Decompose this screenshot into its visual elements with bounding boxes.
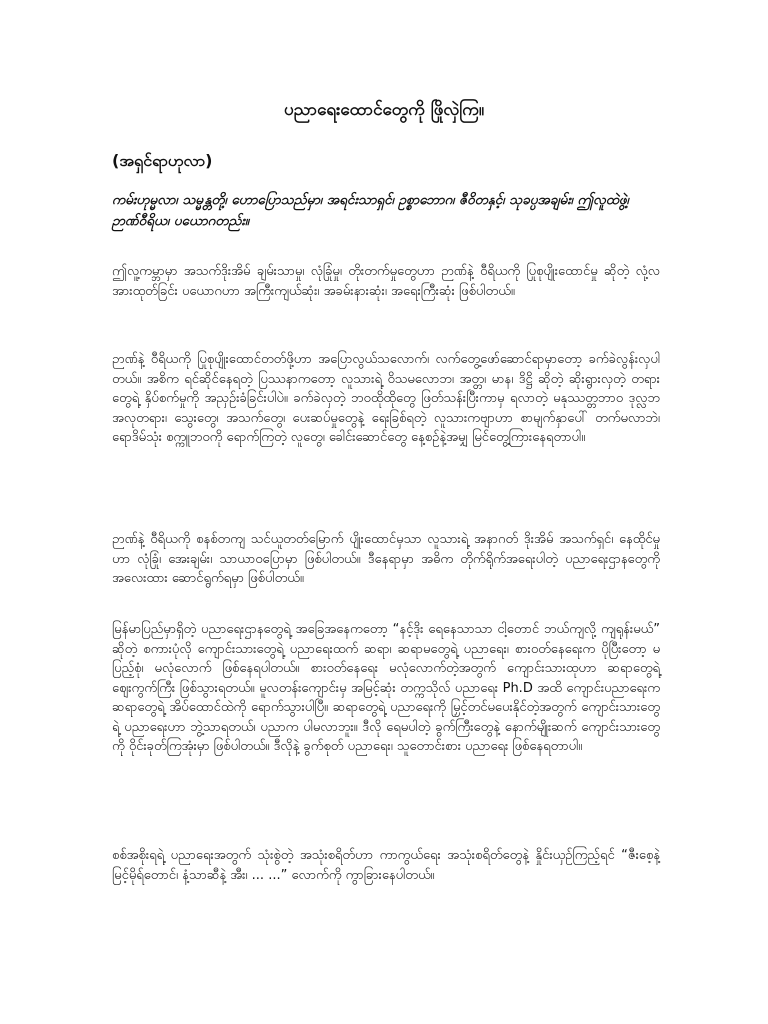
credits-verse: ကမ်းဟုမ္မလာ၊ သမ္မန္တတို့၊ ဟောပြောသည်မှာ၊ အရင်းသာရှင်၊ ဥစ္စာဘောဂ၊ ဇီဝိတနှင့်၊ သုခပ္ပအချမ်း၊ ဤလူထဲဖွဲ့၊ ဉာဏ်ဝီရိယ၊ ပယောဂတည်း။ — [112, 192, 629, 229]
paragraph-4: မြန်မာပြည်မှာရှိတဲ့ ပညာရေးဌာနတွေရဲ့ အခြေအနေကတော့ “နင့်ဒိုး ရေနေသာသာ ငါ့တောင် ဘယ်ကျလို့ ကျရုန်းမယ်” ဆိုတဲ့ စကားပုံလို ကျောင်းသားတွေရဲ့ ပညာရေးထက် ဆရာ၊ ဆရာမတွေရဲ့ ပညာရေး၊ စားဝတ်နေရေးက ပိုပြီးတော့ မပြည့်စုံ၊ မလုံလောက် ဖြစ်နေရပါတယ်။ စားဝတ်နေရေး မလုံလောက်တဲ့အတွက် ကျောင်းသားထုဟာ ဆရာတွေရဲ့ ဈေးကွက်ကြီး ဖြစ်သွားရတယ်။ မူလတန်းကျောင်းမှ အမြင့်ဆုံး တက္ကသိုလ် ပညာရေး Ph.D အထိ ကျောင်းပညာရေးက ဆရာတွေရဲ့ အိပ်ထောင်ထဲကို ရောက်သွားပါပြီ။ ဆရာတွေရဲ့ ပညာရေးကို မြှင့်တင်မပေးနိုင်တဲ့အတွက် ကျောင်းသားတွေရဲ့ ပညာရေးဟာ ဘွဲ့သာရတယ်၊ ပညာက ပါမလာဘူး။ ဒီလို ရေမပါတဲ့ ခွက်ကြီးတွေနဲ့ နောက်မျိုးဆက် ကျောင်းသားတွေကို ဝိုင်းခုတ်ကြအုံးမှာ ဖြစ်ပါတယ်။ ဒီလိုနဲ့ ခွက်စုတ် ပညာရေး၊ သူတောင်းစား ပညာရေး ဖြစ်နေရတာပါ။ — [112, 622, 660, 754]
document-title: ပညာရေးထောင်တွေကို ဖြိုလှဲကြ။ — [284, 100, 484, 120]
paragraph-1: ဤလူ့ကမ္ဘာမှာ အသက်ဒိုးအိမ် ချမ်းသာမှု၊ လုံခြုံမှု၊ တိုးတက်မှုတွေဟာ ဉာဏ်နဲ့ ဝီရိယကို ပြုစုပျိုးထောင်မှု ဆိုတဲ့ လုံ့လအားထုတ်ခြင်း ပယောဂဟာ အကြီးကျယ်ဆုံး၊ အခမ်းနားဆုံး၊ အရေးကြီးဆုံး ဖြစ်ပါတယ်။ — [112, 264, 660, 299]
author-byline: (အရှင်ရာဟုလာ) — [112, 151, 213, 170]
paragraph-3: ဉာဏ်နဲ့ ဝီရိယကို စနစ်တကျ သင်ယူတတ်မြောက် ပျိုးထောင်မှသာ လူသားရဲ့ အနာဂတ် ဒိုးအိမ် အသက်ရှင်၊ နေထိုင်မှုဟာ လုံခြုံ၊ အေးချမ်း၊ သာယာဝပြောမှာ ဖြစ်ပါတယ်။ ဒီနေရာမှာ အဓိက တိုက်ရိုက်အရေးပါတဲ့ ပညာရေးဌာနတွေကို အလေးထား ဆောင်ရွက်ရမှာ ဖြစ်ပါတယ်။ — [112, 532, 660, 586]
paragraph-5: စစ်အစိုးရရဲ့ ပညာရေးအတွက် သုံးစွဲတဲ့ အသုံးစရိတ်ဟာ ကာကွယ်ရေး အသုံးစရိတ်တွေနဲ့ နှိုင်းယှဉ်ကြည့်ရင် “ဇီးစေ့နဲ့ မြင့်မိုရ်တောင်၊ နံ့သာဆီနဲ့ အီး၊ ... ...” လောက်ကို ကွာခြားနေပါတယ်။ — [112, 848, 660, 883]
paragraph-2: ဉာဏ်နဲ့ ဝီရိယကို ပြုစုပျိုးထောင်တတ်ဖို့ဟာ အပြောလွယ်သလောက်၊ လက်တွေ့ဖော်ဆောင်ရာမှာတော့ ခက်ခဲလွန်းလှပါတယ်။ အစိက ရင်ဆိုင်နေရတဲ့ ပြဿနာကတော့ လူသားရဲ့ ဝိသမလောဘ၊ အတ္တ၊ မာန၊ ဒိဋ္ဌိ ဆိုတဲ့ ဆိုးရွားလှတဲ့ တရားတွေရဲ့ နှိပ်စက်မှုကို အညှဉ်းခံခြင်းပါပဲ။ ခက်ခဲလှတဲ့ ဘဝထိုထိုတွေ ဖြတ်သန်းပြီးကာမှ ရလာတဲ့ မနုဿတ္တဘာဝ ဒုလ္လဘ အလုတရား၊ သွေးတွေ၊ အသက်တွေ၊ ပေးဆပ်မှုတွေနဲ့ ရေးခြစ်ရတဲ့ လူသားကဗျာဟာ စာမျက်နှာပေါ် တက်မလာဘဲ၊ ရောဒိမ်သုံး စက္ကူဘဝကို ရောက်ကြတဲ့ လူတွေ၊ ခေါင်းဆောင်တွေ နေ့စဉ်နဲ့အမျှ မြင်တွေ့ကြားနေရတာပါ။ — [112, 352, 660, 445]
